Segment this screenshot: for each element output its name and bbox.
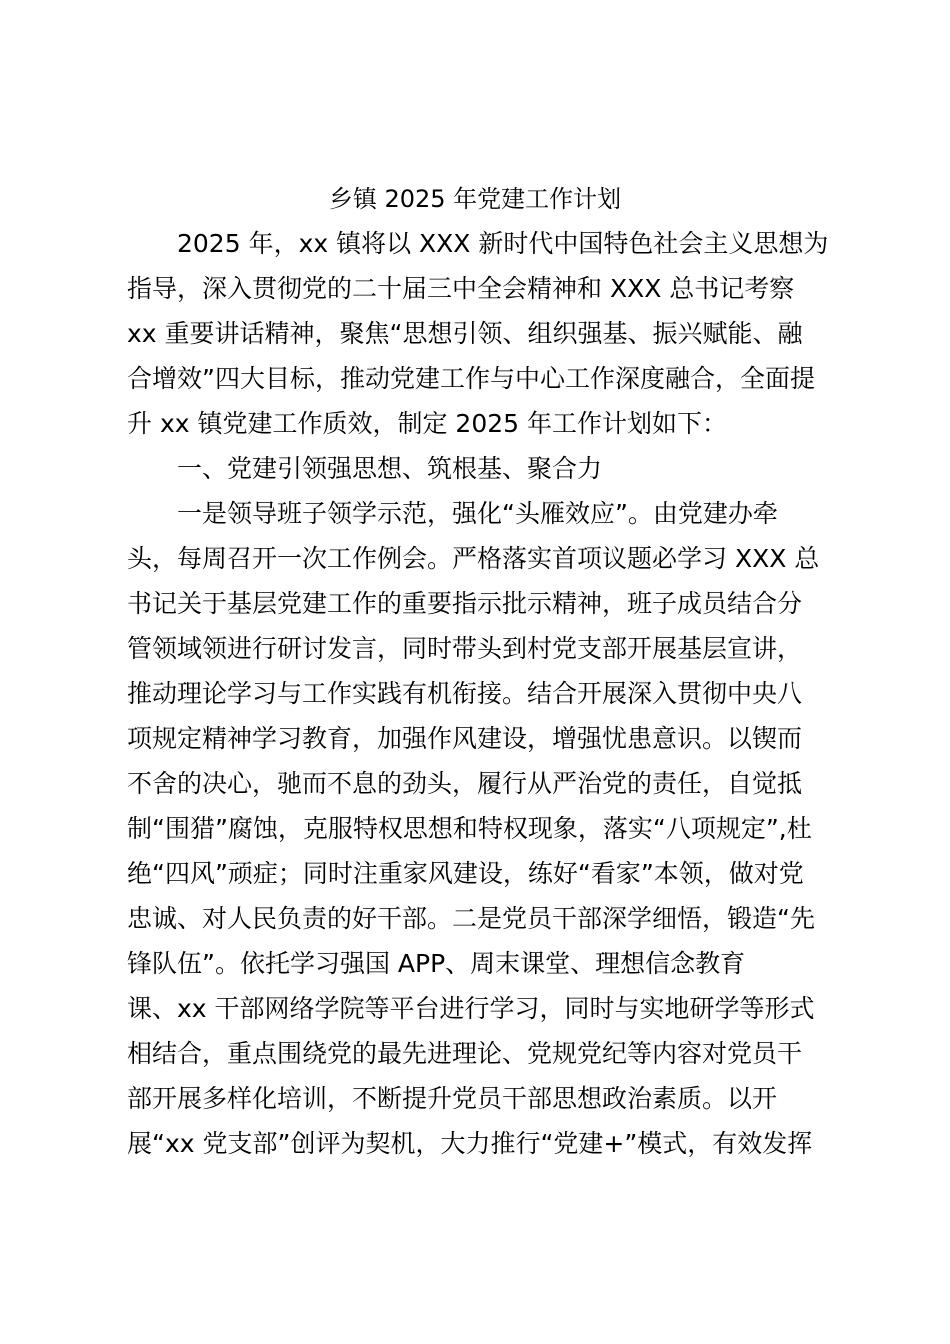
paragraph-line: 相结合，重点围绕党的最先进理论、党规党纪等内容对党员干	[127, 1039, 803, 1068]
paragraph-line: 2025 年，xx 镇将以 XXX 新时代中国特色社会主义思想为	[177, 229, 829, 258]
document-title: 乡镇 2025 年党建工作计划	[328, 185, 622, 213]
paragraph-line: xx 重要讲话精神，聚焦“思想引领、组织强基、振兴赋能、融	[127, 319, 803, 348]
paragraph-line: 头，每周召开一次工作例会。严格落实首项议题必学习 XXX 总	[127, 544, 820, 573]
paragraph-line: 指导，深入贯彻党的二十届三中全会精神和 XXX 总书记考察	[127, 274, 795, 303]
paragraph-line: 制“围猎”腐蚀，克服特权思想和特权现象，落实“八项规定”,杜	[127, 814, 812, 843]
paragraph-line: 升 xx 镇党建工作质效，制定 2025 年工作计划如下：	[127, 409, 728, 438]
paragraph-line: 展“xx 党支部”创评为契机，大力推行“党建+”模式，有效发挥	[127, 1129, 813, 1158]
paragraph-line: 绝“四风”顽症；同时注重家风建设，练好“看家”本领，做对党	[127, 859, 804, 888]
paragraph-line: 部开展多样化培训，不断提升党员干部思想政治素质。以开	[127, 1084, 778, 1113]
section-heading: 一、党建引领强思想、筑根基、聚合力	[177, 454, 603, 483]
paragraph-line: 推动理论学习与工作实践有机衔接。结合开展深入贯彻中央八	[127, 679, 803, 708]
paragraph-line: 合增效”四大目标，推动党建工作与中心工作深度融合，全面提	[127, 364, 815, 393]
paragraph-line: 忠诚、对人民负责的好干部。二是党员干部深学细悟，锻造“先	[127, 904, 815, 933]
paragraph-line: 书记关于基层党建工作的重要指示批示精神，班子成员结合分	[127, 589, 803, 618]
paragraph-line: 项规定精神学习教育，加强作风建设，增强忧患意识。以锲而	[127, 724, 803, 753]
paragraph-line: 管领域领进行研讨发言，同时带头到村党支部开展基层宣讲，	[127, 634, 803, 663]
paragraph-line: 一是领导班子领学示范，强化“头雁效应”。由党建办牵	[177, 499, 778, 528]
paragraph-line: 课、xx 干部网络学院等平台进行学习，同时与实地研学等形式	[127, 994, 815, 1023]
paragraph-line: 不舍的决心，驰而不息的劲头，履行从严治党的责任，自觉抵	[127, 769, 803, 798]
paragraph-line: 锋队伍”。依托学习强国 APP、周末课堂、理想信念教育	[127, 949, 746, 978]
